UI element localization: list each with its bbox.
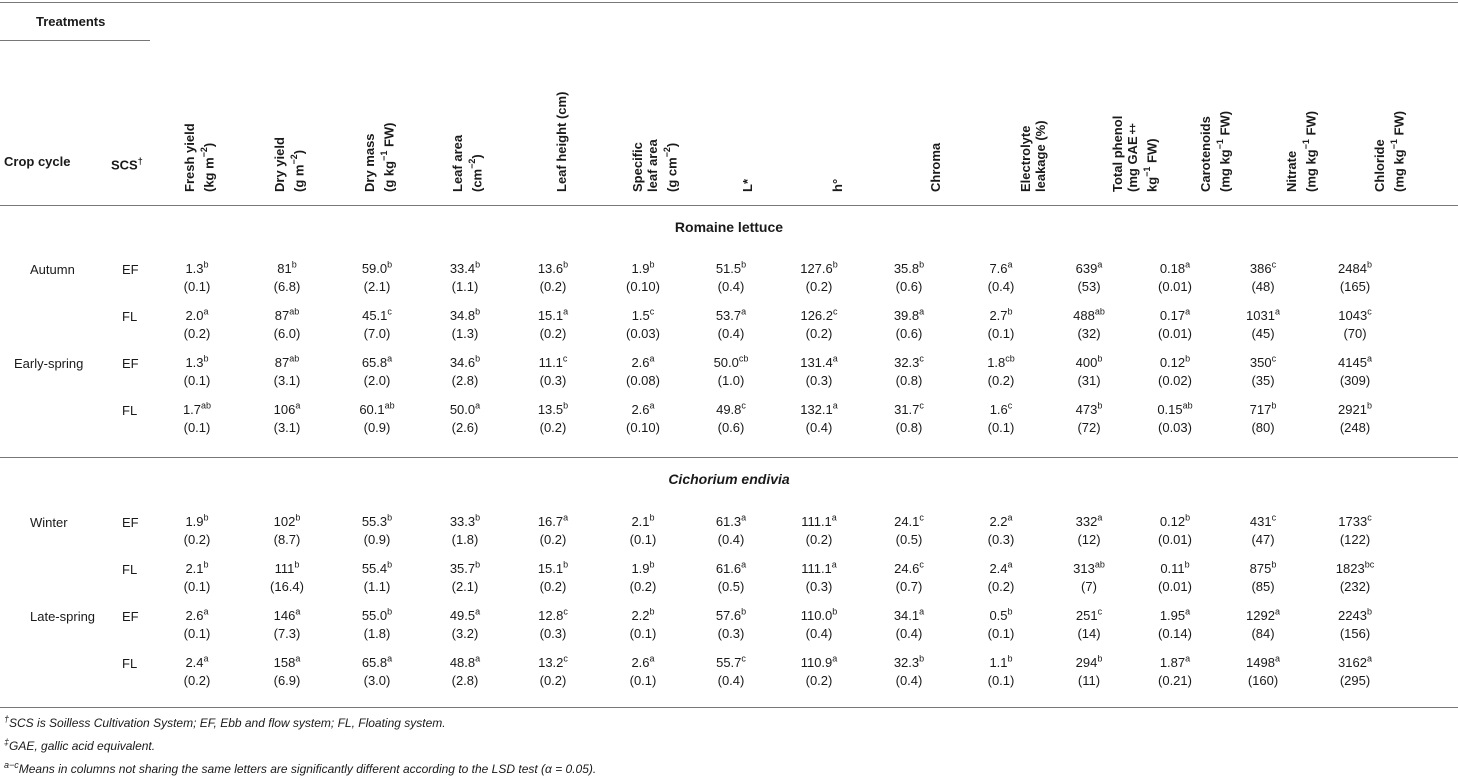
- table-cell: 350$^c$ (35): [1249, 353, 1277, 388]
- scs-label: EF: [122, 515, 139, 530]
- column-header: Specific leaf area (g $cm^{-2}$): [630, 139, 680, 192]
- table-cell: 34.8$^b$ (1.3): [449, 306, 481, 341]
- table-cell: 0.5$^b$ (0.1): [987, 606, 1015, 641]
- column-header: Fresh yield (kg $m^{-2}$): [182, 123, 217, 192]
- section-title-endivia: Cichorium endivia: [668, 471, 790, 487]
- table-cell: $87^{ab}$ (6.0): [273, 306, 301, 341]
- table-cell: 1.3$^b$ (0.1): [183, 259, 211, 294]
- table-cell: $1823^{bc}$ (232): [1335, 559, 1375, 594]
- crop-cycle-header: Crop cycle: [4, 154, 71, 169]
- column-header: Electrolyte leakage (%): [1018, 120, 1048, 192]
- table-cell: 31.7$^c$ (0.8): [894, 400, 924, 435]
- table-cell: 2.7$^b$ (0.1): [987, 306, 1015, 341]
- table-cell: 431$^c$ (47): [1249, 512, 1277, 547]
- table-cell: 57.6$^b$ (0.3): [715, 606, 747, 641]
- table-cell: $87^{ab}$ (3.1): [273, 353, 301, 388]
- table-cell: 0.11$^b$ (0.01): [1158, 559, 1192, 594]
- table-cell: 1043$^c$ (70): [1338, 306, 1372, 341]
- table-cell: 126.2$^c$ (0.2): [800, 306, 838, 341]
- table-cell: 111$^b$ (16.4): [270, 559, 304, 594]
- section-divider-rule: [0, 457, 1458, 458]
- table-cell: 15.1$^a$ (0.2): [537, 306, 569, 341]
- table-cell: 15.1$^b$ (0.2): [537, 559, 569, 594]
- table-cell: 48.8$^a$ (2.8): [449, 653, 481, 688]
- table-cell: 16.7$^a$ (0.2): [537, 512, 569, 547]
- table-cell: 1733$^c$ (122): [1338, 512, 1372, 547]
- table-cell: 4145$^a$ (309): [1338, 353, 1372, 388]
- table-cell: 45.1$^c$ (7.0): [362, 306, 392, 341]
- table-cell: 33.3$^b$ (1.8): [449, 512, 481, 547]
- table-cell: 386$^c$ (48): [1249, 259, 1277, 294]
- table-cell: 0.17$^a$ (0.01): [1158, 306, 1192, 341]
- scs-header: SCS†: [111, 156, 143, 173]
- table-cell: 251$^c$ (14): [1075, 606, 1103, 641]
- table-cell: $488^{ab}$ (32): [1073, 306, 1105, 341]
- table-cell: 1.5$^c$ (0.03): [626, 306, 660, 341]
- scs-label: FL: [122, 656, 138, 671]
- table-cell: 32.3$^b$ (0.4): [893, 653, 925, 688]
- table-cell: 2.1$^b$ (0.1): [183, 559, 211, 594]
- table-cell: 65.8$^a$ (3.0): [361, 653, 393, 688]
- table-cell: 13.5$^b$ (0.2): [537, 400, 569, 435]
- table-cell: 2243$^b$ (156): [1338, 606, 1372, 641]
- footnote-scs: †SCS is Soilless Cultivation System; EF, Ebb and flow system; FL, Floating system.: [4, 714, 446, 730]
- table-cell: 60.1$^{ab}$ (0.9): [359, 400, 395, 435]
- table-cell: 39.8$^a$ (0.6): [893, 306, 925, 341]
- table-cell: 34.1$^a$ (0.4): [893, 606, 925, 641]
- table-cell: 61.3$^a$ (0.4): [715, 512, 747, 547]
- scs-label: EF: [122, 609, 139, 624]
- table-cell: 3162$^a$ (295): [1338, 653, 1372, 688]
- table-cell: 61.6$^a$ (0.5): [715, 559, 747, 594]
- table-cell: 2.6$^a$ (0.1): [629, 653, 657, 688]
- table-cell: 59.0$^b$ (2.1): [361, 259, 393, 294]
- table-cell: 2.2$^a$ (0.3): [987, 512, 1015, 547]
- table-cell: 53.7$^a$ (0.4): [715, 306, 747, 341]
- column-header: Total phenol (mg GAE‡ $kg^{-1}$ FW): [1110, 115, 1160, 192]
- column-header: Leaf area $(cm^{-2})$: [450, 134, 485, 192]
- table-cell: 81$^b$ (6.8): [273, 259, 301, 294]
- table-cell: 131.4$^a$ (0.3): [800, 353, 838, 388]
- table-cell: 1.6$^c$ (0.1): [987, 400, 1015, 435]
- crop-cycle-label: Late-spring: [30, 609, 96, 624]
- column-header: Chloride (mg $kg^{-1}$ FW): [1372, 110, 1407, 192]
- table-cell: 35.8$^b$ (0.6): [893, 259, 925, 294]
- footnote-lsd: $^{a-c}$Means in columns not sharing the same letters are significantly different according to the LSD test (α = 0.05).: [4, 760, 597, 776]
- table-cell: 1.8$^{cb}$ (0.2): [987, 353, 1015, 388]
- table-cell: 2921$^b$ (248): [1338, 400, 1372, 435]
- scs-label: FL: [122, 309, 138, 324]
- table-cell: 55.0$^b$ (1.8): [361, 606, 393, 641]
- table-cell: 55.7$^c$ (0.4): [716, 653, 746, 688]
- table-cell: 12.8$^c$ (0.3): [538, 606, 568, 641]
- scs-label: EF: [122, 262, 139, 277]
- crop-cycle-label: Autumn: [30, 262, 75, 277]
- table-cell: 1498$^a$ (160): [1246, 653, 1280, 688]
- table-cell: 65.8$^a$ (2.0): [361, 353, 393, 388]
- table-cell: 0.15$^{ab}$ (0.03): [1157, 400, 1193, 435]
- column-header: Leaf height (cm): [554, 91, 569, 192]
- table-cell: $313^{ab}$ (7): [1073, 559, 1105, 594]
- table-cell: 24.1$^c$ (0.5): [894, 512, 924, 547]
- table-cell: 34.6$^b$ (2.8): [449, 353, 481, 388]
- column-header: Dry mass (g $kg^{-1}$ FW): [362, 122, 397, 192]
- table-cell: 1031$^a$ (45): [1246, 306, 1280, 341]
- table-cell: 2.1$^b$ (0.1): [629, 512, 657, 547]
- table-cell: 111.1$^a$ (0.3): [801, 559, 837, 594]
- table-cell: 2.6$^a$ (0.10): [626, 400, 660, 435]
- table-cell: 35.7$^b$ (2.1): [449, 559, 481, 594]
- table-cell: 2.6$^a$ (0.1): [183, 606, 211, 641]
- footnote-gae: ‡GAE, gallic acid equivalent.: [4, 737, 156, 753]
- table-cell: 1.9$^b$ (0.2): [183, 512, 211, 547]
- table-cell: 1.9$^b$ (0.10): [626, 259, 660, 294]
- crop-cycle-label: Early-spring: [14, 356, 84, 371]
- table-cell: 2.6$^a$ (0.08): [626, 353, 660, 388]
- table-cell: 127.6$^b$ (0.2): [800, 259, 838, 294]
- table-cell: 875$^b$ (85): [1249, 559, 1277, 594]
- table-cell: 1.1$^b$ (0.1): [987, 653, 1015, 688]
- table-cell: 50.0$^a$ (2.6): [449, 400, 481, 435]
- table-cell: 332$^a$ (12): [1075, 512, 1103, 547]
- table-cell: 2.4$^a$ (0.2): [183, 653, 211, 688]
- section-title-romaine: Romaine lettuce: [674, 219, 784, 235]
- table-cell: 102$^b$ (8.7): [273, 512, 301, 547]
- table-cell: 106$^a$ (3.1): [273, 400, 301, 435]
- table-cell: 110.0$^b$ (0.4): [800, 606, 838, 641]
- table-cell: 32.3$^c$ (0.8): [894, 353, 924, 388]
- table-cell: 132.1$^a$ (0.4): [800, 400, 838, 435]
- table-cell: 49.8$^c$ (0.6): [716, 400, 746, 435]
- table-cell: 1.87$^a$ (0.21): [1158, 653, 1192, 688]
- table-cell: 111.1$^a$ (0.2): [801, 512, 837, 547]
- scs-label: FL: [122, 403, 138, 418]
- treatments-header: Treatments: [36, 14, 106, 29]
- table-cell: 7.6$^a$ (0.4): [987, 259, 1015, 294]
- table-cell: 1.95$^a$ (0.14): [1158, 606, 1192, 641]
- scs-label: FL: [122, 562, 138, 577]
- table-cell: 146$^a$ (7.3): [273, 606, 301, 641]
- treatments-rule: [0, 40, 150, 41]
- table-cell: 49.5$^a$ (3.2): [449, 606, 481, 641]
- table-cell: 1.3$^b$ (0.1): [183, 353, 211, 388]
- crop-cycle-label: Winter: [30, 515, 68, 530]
- bottom-rule: [0, 707, 1458, 708]
- table-cell: 1.7$^{ab}$ (0.1): [182, 400, 212, 435]
- table-cell: 55.3$^b$ (0.9): [361, 512, 393, 547]
- table-cell: 294$^b$ (11): [1075, 653, 1103, 688]
- table-cell: 13.6$^b$ (0.2): [537, 259, 569, 294]
- column-header: Dry yield (g $m^{-2}$): [272, 137, 307, 192]
- column-header: h°: [830, 178, 845, 192]
- table-cell: 0.12$^b$ (0.02): [1158, 353, 1192, 388]
- scs-label: EF: [122, 356, 139, 371]
- table-cell: 51.5$^b$ (0.4): [715, 259, 747, 294]
- table-cell: 2484$^b$ (165): [1338, 259, 1372, 294]
- table-cell: 11.1$^c$ (0.3): [538, 353, 568, 388]
- table-cell: 55.4$^b$ (1.1): [361, 559, 393, 594]
- table-cell: 158$^a$ (6.9): [273, 653, 301, 688]
- column-header: Nitrate (mg $kg^{-1}$ FW): [1284, 110, 1319, 192]
- table-cell: 2.4$^a$ (0.2): [987, 559, 1015, 594]
- table-cell: 33.4$^b$ (1.1): [449, 259, 481, 294]
- table-cell: 639$^a$ (53): [1075, 259, 1103, 294]
- table-cell: 50.0$^{cb}$ (1.0): [713, 353, 749, 388]
- column-header: L*: [740, 179, 755, 192]
- table-cell: 2.0$^a$ (0.2): [183, 306, 211, 341]
- table-cell: 110.9$^a$ (0.2): [800, 653, 838, 688]
- table-cell: 2.2$^b$ (0.1): [629, 606, 657, 641]
- table-cell: 1292$^a$ (84): [1246, 606, 1280, 641]
- table-cell: 1.9$^b$ (0.2): [629, 559, 657, 594]
- table-cell: 473$^b$ (72): [1075, 400, 1103, 435]
- table-cell: 24.6$^c$ (0.7): [894, 559, 924, 594]
- top-rule: [0, 2, 1458, 3]
- table-cell: 13.2$^c$ (0.2): [538, 653, 568, 688]
- table-cell: 400$^b$ (31): [1075, 353, 1103, 388]
- column-header: Carotenoids (mg $kg^{-1}$ FW): [1198, 110, 1233, 192]
- table-cell: 717$^b$ (80): [1249, 400, 1277, 435]
- table-cell: 0.18$^a$ (0.01): [1158, 259, 1192, 294]
- table-cell: 0.12$^b$ (0.01): [1158, 512, 1192, 547]
- column-header: Chroma: [928, 142, 943, 192]
- header-bottom-rule: [0, 205, 1458, 206]
